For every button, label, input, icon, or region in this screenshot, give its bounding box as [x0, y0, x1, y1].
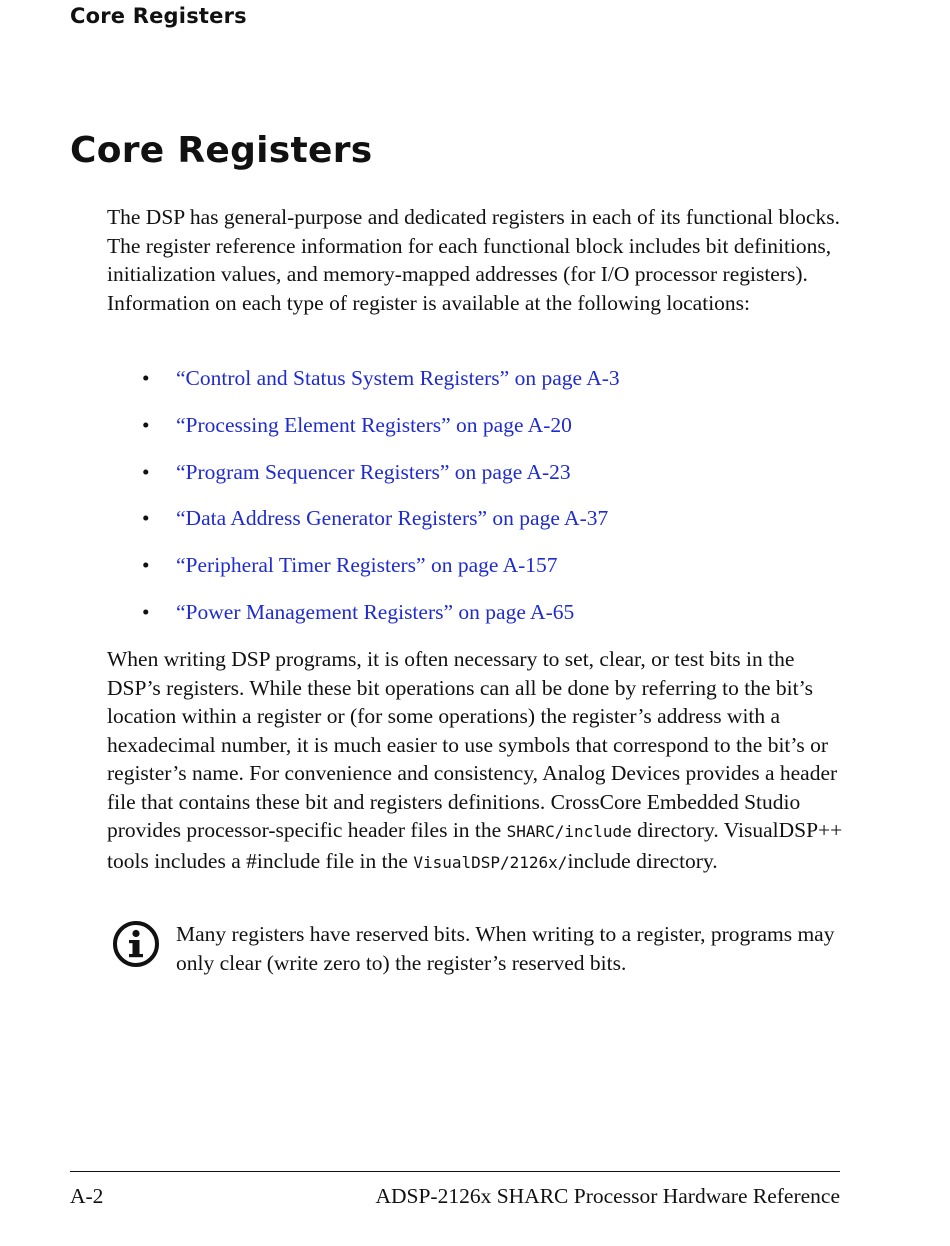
bullet-icon: •	[142, 599, 150, 624]
link-power-management-registers[interactable]: “Power Management Registers” on page A-65	[176, 599, 575, 624]
bullet-icon: •	[142, 412, 150, 437]
info-icon	[112, 920, 160, 968]
list-item	[140, 411, 620, 439]
link-control-status-registers[interactable]: “Control and Status System Registers” on page A-3	[176, 366, 620, 390]
intro-paragraph: The DSP has general-purpose and dedicated registers in each of its functional blocks. The register reference information for each functional block includes bit definitions, initialization values, and memory-mapped addresses (for I/O processor registers). Information on each type of register is available at the following locations:	[107, 205, 840, 315]
section-title: Core Registers	[70, 130, 373, 171]
bullet-icon: •	[142, 366, 150, 390]
book-title: ADSP-2126x SHARC Processor Hardware Reference	[375, 1184, 840, 1208]
bullet-icon: •	[142, 553, 150, 578]
body-text-a: When writing DSP programs, it is often necessary to set, clear, or test bits in the DSP’s registers. While these bit operations can all be done by referring to the bit’s location within a register or (for some operations) the register’s address with a hexadecimal number, it is much easier to use symbols that correspond to the bit’s or register’s name. For convenience and consistency, Analog Devices provides a header file that contains these bit and registers definitions. CrossCore Embedded Studio provides processor-specific header files in the	[107, 647, 838, 842]
running-header: Core Registers	[70, 4, 247, 28]
code-path-visualdsp: VisualDSP/2126x/	[413, 852, 568, 872]
body-text-b: directory. VisualDSP++ tools includes a #include file in the	[107, 818, 843, 873]
footer-divider	[70, 1171, 840, 1172]
list-item	[140, 551, 620, 579]
code-path-sharc-include: SHARC/include	[506, 822, 632, 841]
page-number: A-2	[70, 1184, 104, 1208]
cross-reference-list	[140, 364, 620, 645]
link-data-address-generator-registers[interactable]: “Data Address Generator Registers” on page A-37	[176, 506, 609, 531]
note-text: Many registers have reserved bits. When writing to a register, programs may only clear (write zero to) the register’s reserved bits.	[176, 922, 835, 975]
list-item	[140, 458, 620, 486]
bullet-icon: •	[142, 506, 150, 531]
link-processing-element-registers[interactable]: “Processing Element Registers” on page A-20	[176, 412, 572, 437]
list-item	[140, 598, 620, 626]
body-text-c: include directory.	[567, 848, 718, 873]
list-item	[140, 364, 620, 392]
bullet-icon: •	[142, 459, 150, 484]
link-program-sequencer-registers[interactable]: “Program Sequencer Registers” on page A-23	[176, 459, 571, 484]
link-peripheral-timer-registers[interactable]: “Peripheral Timer Registers” on page A-157	[176, 553, 558, 578]
list-item	[140, 504, 620, 532]
body-paragraph	[107, 645, 847, 877]
